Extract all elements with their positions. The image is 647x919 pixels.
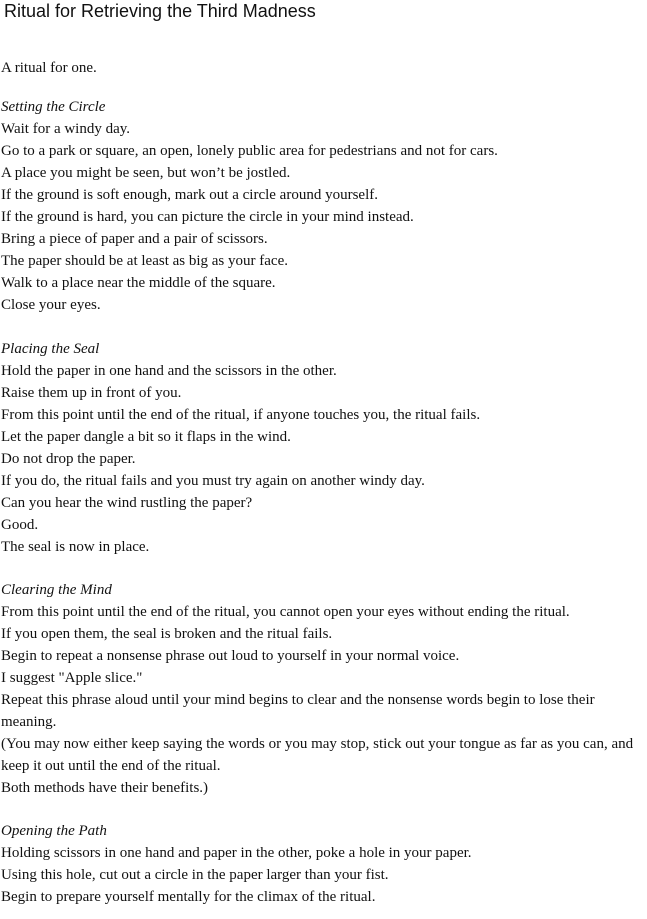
section-opening-the-path: [1, 820, 646, 908]
intro-text: A ritual for one.: [1, 60, 97, 76]
text-line: Go to a park or square, an open, lonely public area for pedestrians and not for cars.: [1, 143, 498, 159]
text-line: Good.: [1, 517, 39, 533]
text-line: Wait for a windy day.: [1, 121, 131, 137]
text-line: I suggest "Apple slice.": [1, 670, 143, 686]
text-line: Repeat this phrase aloud until your mind begins to clear and the nonsense words begin to lose their meaning.: [1, 692, 595, 730]
text-line: Walk to a place near the middle of the square.: [1, 275, 276, 291]
text-line: If the ground is soft enough, mark out a circle around yourself.: [1, 187, 378, 203]
text-line: Do not drop the paper.: [1, 451, 136, 467]
text-line: Can you hear the wind rustling the paper?: [1, 495, 253, 511]
section-heading: Setting the Circle: [1, 99, 106, 115]
text-line: If you open them, the seal is broken and the ritual fails.: [1, 626, 333, 642]
text-line: If the ground is hard, you can picture the circle in your mind instead.: [1, 209, 414, 225]
section-setting-the-circle: [1, 96, 646, 316]
text-line: Using this hole, cut out a circle in the paper larger than your fist.: [1, 867, 389, 883]
text-line: Begin to prepare yourself mentally for the climax of the ritual.: [1, 889, 376, 905]
text-line: From this point until the end of the ritual, if anyone touches you, the ritual fails.: [1, 407, 481, 423]
document-title: Ritual for Retrieving the Third Madness: [4, 1, 316, 21]
text-line: Begin to repeat a nonsense phrase out loud to yourself in your normal voice.: [1, 648, 460, 664]
text-line: Both methods have their benefits.): [1, 780, 209, 796]
section-placing-the-seal: [1, 338, 646, 558]
text-line: The seal is now in place.: [1, 539, 150, 555]
text-line: Hold the paper in one hand and the scissors in the other.: [1, 363, 337, 379]
text-line: Close your eyes.: [1, 297, 101, 313]
text-line: The paper should be at least as big as your face.: [1, 253, 288, 269]
section-heading: Opening the Path: [1, 823, 107, 839]
section-clearing-the-mind: [1, 579, 646, 799]
text-line: Bring a piece of paper and a pair of scissors.: [1, 231, 268, 247]
text-line: From this point until the end of the ritual, you cannot open your eyes without ending the ritual.: [1, 604, 570, 620]
text-line: If you do, the ritual fails and you must try again on another windy day.: [1, 473, 425, 489]
text-line: A place you might be seen, but won’t be jostled.: [1, 165, 291, 181]
text-line: Let the paper dangle a bit so it flaps in the wind.: [1, 429, 291, 445]
text-line: Raise them up in front of you.: [1, 385, 182, 401]
text-line: (You may now either keep saying the words or you may stop, stick out your tongue as far as you can, and keep it out until the end of the ritual.: [1, 736, 634, 774]
section-heading: Placing the Seal: [1, 341, 100, 357]
section-heading: Clearing the Mind: [1, 582, 112, 598]
text-line: Holding scissors in one hand and paper in the other, poke a hole in your paper.: [1, 845, 472, 861]
